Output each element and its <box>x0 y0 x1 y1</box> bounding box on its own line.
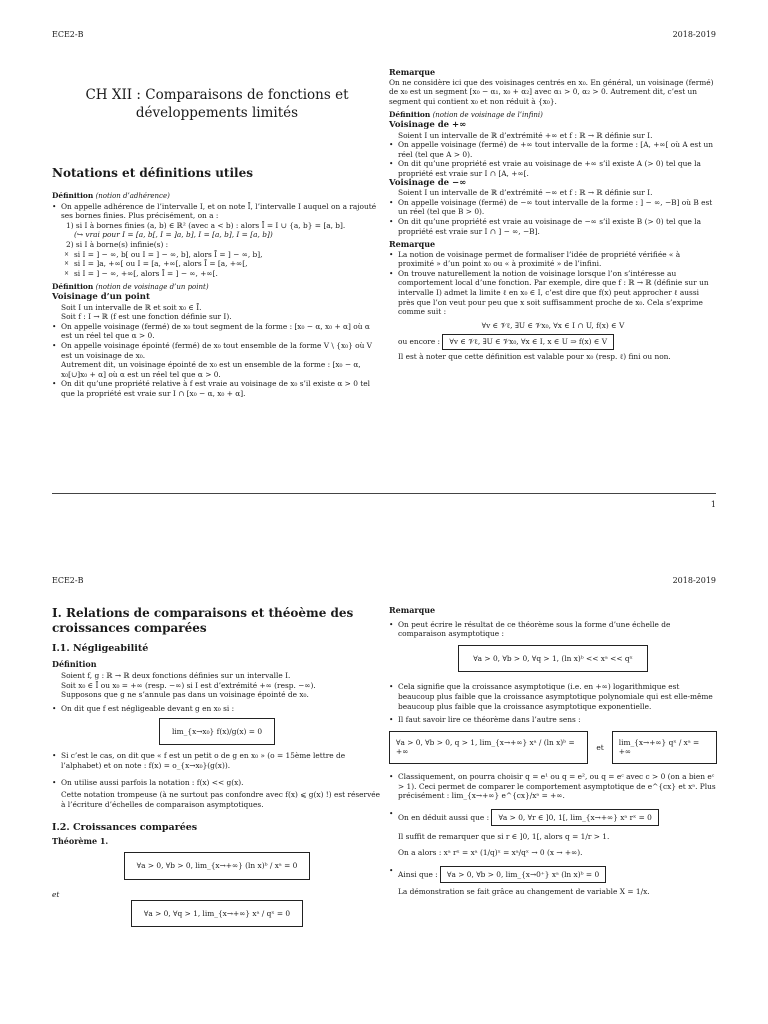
vpinf-bullet2: • On dit qu’une propriété est vraie au voisinage de +∞ s’il existe A (> 0) tel que la propriété est vraie sur I ∩ [A, +∞[. <box>389 159 717 178</box>
vp-bullet2-detail: Autrement dit, un voisinage épointé de x₀ est un ensemble de la forme : [x₀ − α, x₀[∪]x₀ + α] où α est un réel tel que α > 0. <box>61 360 361 379</box>
vp-bullet3: • On dit qu’une propriété relative à f est vraie au voisinage de x₀ s’il existe α > 0 tel que la propriété est vraie sur I ∩ [x₀ − α, x₀ + α]. <box>52 379 382 398</box>
definition-note: (notion de voisinage d’un point) <box>95 283 209 292</box>
remark-title: Remarque <box>389 67 436 77</box>
theorem-label: Théorème 1. <box>52 835 109 846</box>
remark-bullet2: • Cela signifie que la croissance asymptotique (i.e. en +∞) logarithmique est beaucoup plus faible que la croissance asymptotique polynomiale qui est elle-même beaucoup plus faible que la croissance asymptotique exponentielle. <box>389 682 717 711</box>
remark-bullet3: • Il faut savoir lire ce théorème dans l’autre sens : <box>389 715 717 725</box>
inverse-formula2: lim_{x→+∞} qˣ / xᵃ = +∞ <box>612 731 717 764</box>
adherence-case1-note: (↪ vrai pour I = [a, b[, I = ]a, b], I = [a, b], I = [a, b]) <box>74 230 273 240</box>
adherence-sub1: × si I = ] − ∞, b[ ou I = ] − ∞, b], alors Ī = ] − ∞, b], <box>52 250 382 260</box>
or-label: ou encore : <box>398 337 441 347</box>
page1-left-column <box>52 86 382 398</box>
and-label: et <box>596 742 604 752</box>
rx-formula: ∀a > 0, ∀r ∈ ]0, 1[, lim_{x→+∞} xᵃ rˣ = 0 <box>491 809 658 827</box>
footer-rule <box>52 493 716 494</box>
remark-text: On ne considère ici que des voisinages centrés en x₀. En général, un voisinage (fermé) de x₀ est un segment [x₀ − α₁, x₀ + α₂] avec α₁ > 0, α₂ > 0. Autrement dit, c’est un segment qui contient x₀ et non réduit à {x₀}. <box>389 77 714 106</box>
def-bullet3-detail: Cette notation trompeuse (à ne surtout pas confondre avec f(x) ⩽ g(x) !) est réservée à l’écriture d’échelles de comparaison asymptotiques. <box>61 789 381 809</box>
section-title: I. Relations de comparaisons et théoème des croissances comparées <box>52 606 354 635</box>
croissances-formula1: ∀a > 0, ∀b > 0, lim_{x→+∞} (ln x)ᵇ / xᵃ = 0 <box>124 852 311 880</box>
voisinage-point-title: Voisinage d’un point <box>52 291 150 302</box>
adherence-sub2: × si I = ]a, +∞[ ou I = [a, +∞[, alors Ī = [a, +∞[, <box>52 259 382 269</box>
header-class: ECE2-B <box>52 30 84 39</box>
remark2-bullet2: • On trouve naturellement la notion de voisinage lorsque l’on s’intéresse au comportement local d’une fonction. Par exemple, dire que f : ℝ → ℝ (définie sur un intervalle I) admet la limite ℓ en x₀ ∈ I, c’est dire que f(x) peut approcher ℓ aussi près que l’on veut pour peu que x soit suffisamment proche de x₀. Cela s’exprime comme suit : <box>389 269 717 317</box>
subsection-title: I.2. Croissances comparées <box>52 822 198 834</box>
page1-right-column <box>389 68 717 362</box>
adherence-sub3: × si I = ] − ∞, +∞[, alors Ī = ] − ∞, +∞[. <box>52 269 382 279</box>
header-class: ECE2-B <box>52 576 84 585</box>
negligeable-formula: lim_{x→x₀} f(x)/g(x) = 0 <box>159 718 275 746</box>
page-header <box>52 576 716 585</box>
definition-note: (notion de voisinage de l’infini) <box>432 111 543 120</box>
zero-limit-formula: ∀a > 0, ∀b > 0, lim_{x→0⁺} xᵃ (ln x)ᵇ = 0 <box>440 866 606 884</box>
remark-title: Remarque <box>389 605 436 615</box>
remark-bullet5-detail1: Il suffit de remarquer que si r ∈ ]0, 1[, alors q = 1/r > 1. <box>398 832 610 842</box>
def-bullet3: • On utilise aussi parfois la notation : f(x) << g(x). <box>52 778 382 788</box>
remark-title: Remarque <box>389 239 436 250</box>
limit-formula-boxed: ∀v ∈ 𝒱ℓ, ∃U ∈ 𝒱x₀, ∀x ∈ I, x ∈ U ⇒ f(x) ∈ V <box>442 334 614 350</box>
vp-line2: Soit f : I → ℝ (f est une fonction définie sur I). <box>61 312 232 322</box>
remark-bullet4: • Classiquement, on pourra choisir q = e¹ ou q = e², ou q = eᶜ avec c > 0 (on a bien eᶜ > 1). Ceci permet de comparer le comportement asymptotique de e^{cx} et xᵃ. Plus précisément : lim_{x→+∞} e^{cx}/xᵃ = +∞. <box>389 772 717 801</box>
remark-bullet5-detail2: On a alors : xᵃ rˣ = xᵃ (1/q)ˣ = xᵃ/qˣ → 0 (x → +∞). <box>398 847 583 857</box>
remark-bullet6-detail: La démonstration se fait grâce au changement de variable X = 1/x. <box>398 887 650 897</box>
definition-label: Définition <box>52 191 94 200</box>
adherence-case1: 1) si I à bornes finies (a, b) ∈ ℝ² (avec a < b) : alors Ī = I ∪ {a, b} = [a, b]. <box>66 220 346 230</box>
remark2-end: Il est à noter que cette définition est valable pour x₀ (resp. ℓ) fini ou non. <box>398 352 671 362</box>
inverse-formula1: ∀a > 0, ∀b > 0, q > 1, lim_{x→+∞} xᵃ / (ln x)ᵇ = +∞ <box>389 731 588 764</box>
definition-note: (notion d’adhérence) <box>95 192 170 200</box>
definition-label: Définition <box>389 110 431 120</box>
and-label: et <box>52 889 60 899</box>
chapter-title: CH XII : Comparaisons de fonctions et développements limités <box>85 87 349 121</box>
vp-line1: Soit I un intervalle de ℝ et soit x₀ ∈ Ī. <box>61 302 202 312</box>
voisinage-plus-inf-title: Voisinage de +∞ <box>389 119 467 130</box>
def-line2: Soit x₀ ∈ Ī ou x₀ = +∞ (resp. −∞) si I est d’extrémité +∞ (resp. −∞). <box>61 680 316 690</box>
voisinage-minus-inf-title: Voisinage de −∞ <box>389 177 467 188</box>
def-line3: Supposons que g ne s’annule pas dans un voisinage épointé de x₀. <box>61 690 309 700</box>
vp-bullet1: • On appelle voisinage (fermé) de x₀ tout segment de la forme : [x₀ − α, x₀ + α] où α est un réel tel que α > 0. <box>52 322 382 341</box>
header-year: 2018-2019 <box>672 576 716 585</box>
def-line1: Soient f, g : ℝ → ℝ deux fonctions définies sur un intervalle I. <box>61 671 291 681</box>
section-title: Notations et définitions utiles <box>52 166 253 180</box>
remark-bullet5: On en déduit aussi que : <box>398 812 490 822</box>
croissances-formula2: ∀a > 0, ∀q > 1, lim_{x→+∞} xᵃ / qˣ = 0 <box>131 900 303 928</box>
vminf-bullet2: • On dit qu’une propriété est vraie au voisinage de −∞ s’il existe B (> 0) tel que la propriété est vraie sur I ∩ ] − ∞, −B]. <box>389 217 717 236</box>
page-header <box>52 30 716 39</box>
adherence-intro: • On appelle adhérence de l’intervalle I, et on note Ī, l’intervalle I auquel on a rajouté ses bornes finies. Plus précisément, on a : <box>52 202 382 221</box>
limit-formula: ∀v ∈ 𝒱ℓ, ∃U ∈ 𝒱x₀, ∀x ∈ I ∩ U, f(x) ∈ V <box>481 320 625 330</box>
page-2 <box>0 566 768 1024</box>
header-year: 2018-2019 <box>672 30 716 39</box>
page-gap <box>0 518 768 566</box>
page2-left-column <box>52 606 382 927</box>
definition-label: Définition <box>52 658 97 669</box>
definition-label: Définition <box>52 282 94 292</box>
remark-bullet6: Ainsi que : <box>398 869 438 879</box>
vp-bullet2: • On appelle voisinage épointé (fermé) de x₀ tout ensemble de la forme V \ {x₀} où V est un voisinage de x₀. <box>52 341 382 360</box>
remark-bullet1: • On peut écrire le résultat de ce théorème sous la forme d’une échelle de comparaison asymptotique : <box>389 620 717 639</box>
page-number: 1 <box>710 500 716 509</box>
vpinf-bullet1: • On appelle voisinage (fermé) de +∞ tout intervalle de la forme : [A, +∞[ où A est un réel (tel que A > 0). <box>389 140 717 159</box>
adherence-case2: 2) si I à borne(s) infinie(s) : <box>66 239 169 249</box>
page2-right-column <box>389 606 717 897</box>
def-bullet1: • On dit que f est négligeable devant g en x₀ si : <box>52 704 382 714</box>
vpinf-line1: Soient I un intervalle de ℝ d’extrémité +∞ et f : ℝ → ℝ définie sur I. <box>398 130 653 140</box>
vminf-bullet1: • On appelle voisinage (fermé) de −∞ tout intervalle de la forme : ] − ∞, −B] où B est un réel (tel que B > 0). <box>389 198 717 217</box>
comparison-scale-formula: ∀a > 0, ∀b > 0, ∀q > 1, (ln x)ᵇ << xᵃ << qˣ <box>458 645 648 673</box>
def-bullet2: • Si c’est le cas, on dit que « f est un petit o de g en x₀ » (o = 15ème lettre de l’alphabet) et on note : f(x) = o_{x→x₀}(g(x)). <box>52 751 382 770</box>
subsection-title: I.1. Négligeabilité <box>52 643 149 654</box>
vminf-line1: Soient I un intervalle de ℝ d’extrémité −∞ et f : ℝ → ℝ définie sur I. <box>398 188 653 198</box>
remark2-bullet1: • La notion de voisinage permet de formaliser l’idée de propriété vérifiée « à proximité » d’un point x₀ ou « à proximité » de l’infini. <box>389 250 717 269</box>
